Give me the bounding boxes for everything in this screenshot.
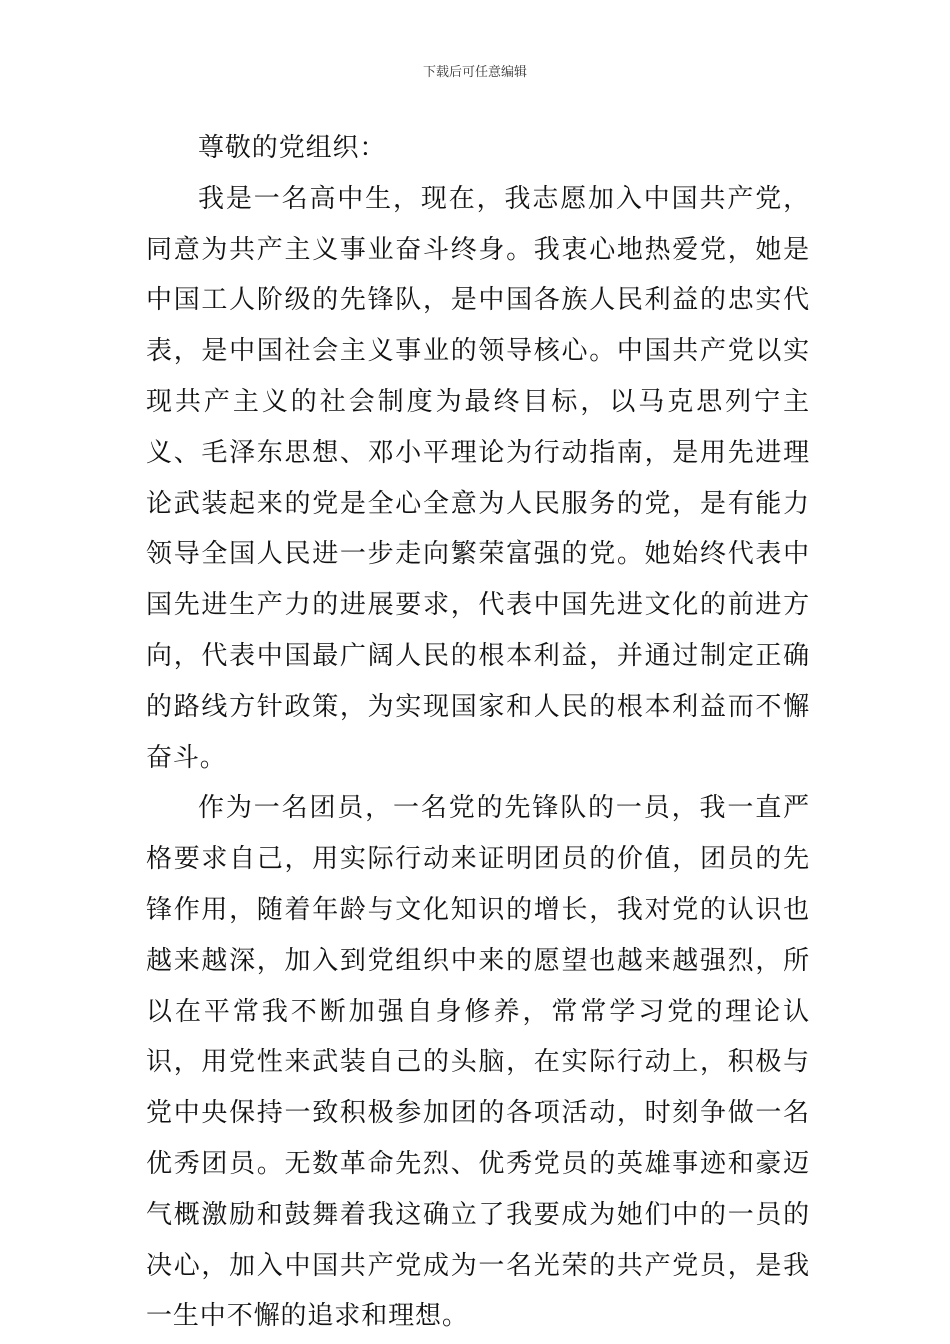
paragraph-2: 作为一名团员，一名党的先锋队的一员，我一直严格要求自己，用实际行动来证明团员的价值，团员的先锋作用，随着年龄与文化知识的增长，我对党的认识也越来越深，加入到党组织中来的愿望也越来越强烈，所以在平常我不断加强自身修养，常常学习党的理论认识，用党性来武装自己的头脑，在实际行动上，积极与党中央保持一致积极参加团的各项活动，时刻争做一名优秀团员。无数革命先烈、优秀党员的英雄事迹和豪迈气概激励和鼓舞着我这确立了我要成为她们中的一员的决心，加入中国共产党成为一名光荣的共产党员，是我一生中不懈的追求和理想。 xyxy=(146,793,810,1332)
salutation: 尊敬的党组织： xyxy=(198,133,387,163)
letter-body xyxy=(146,123,810,1342)
paragraph-1: 我是一名高中生，现在，我志愿加入中国共产党，同意为共产主义事业奋斗终身。我衷心地热爱党，她是中国工人阶级的先锋队，是中国各族人民利益的忠实代表，是中国社会主义事业的领导核心。中国共产党以实现共产主义的社会制度为最终目标，以马克思列宁主义、毛泽东思想、邓小平理论为行动指南，是用先进理论武装起来的党是全心全意为人民服务的党，是有能力领导全国人民进一步走向繁荣富强的党。她始终代表中国先进生产力的进展要求，代表中国先进文化的前进方向，代表中国最广阔人民的根本利益，并通过制定正确的路线方针政策，为实现国家和人民的根本利益而不懈奋斗。 xyxy=(146,183,810,773)
header-note: 下载后可任意编辑 xyxy=(422,65,527,80)
